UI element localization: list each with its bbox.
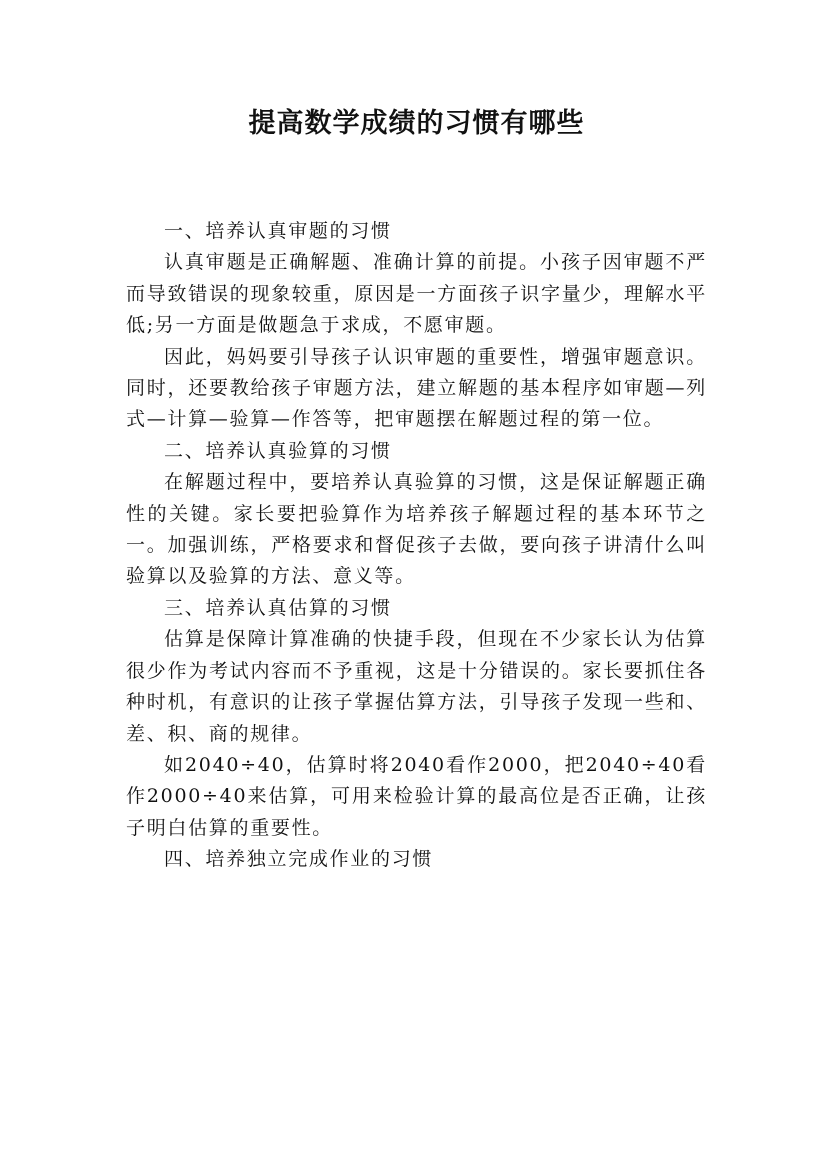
section-heading-1: 一、培养认真审题的习惯 <box>164 220 392 242</box>
section-heading-4: 四、培养独立完成作业的习惯 <box>164 848 434 871</box>
paragraph-5: 如2040÷40，估算时将2040看作2000，把2040÷40看作2000÷40来估算，可用来检验计算的最高位是否正确，让孩子明白估算的重要性。 <box>126 753 707 839</box>
section-heading-2: 二、培养认真验算的习惯 <box>164 439 392 462</box>
document-title: 提高数学成绩的习惯有哪些 <box>248 108 585 139</box>
paragraph-2: 因此，妈妈要引导孩子认识审题的重要性，增强审题意识。同时，还要教给孩子审题方法，建立解题的基本程序如审题—列式—计算—验算—作答等，把审题摆在解题过程的第一位。 <box>126 345 707 431</box>
paragraph-1: 认真审题是正确解题、准确计算的前提。小孩子因审题不严而导致错误的现象较重，原因是一方面孩子识字量少，理解水平低;另一方面是做题急于求成，不愿审题。 <box>126 251 707 337</box>
paragraph-3: 在解题过程中，要培养认真验算的习惯，这是保证解题正确性的关键。家长要把验算作为培养孩子解题过程的基本环节之一。加强训练，严格要求和督促孩子去做，要向孩子讲清什么叫验算以及验算的方法、意义等。 <box>126 471 707 588</box>
section-heading-3: 三、培养认真估算的习惯 <box>164 596 392 619</box>
paragraph-4: 估算是保障计算准确的快捷手段，但现在不少家长认为估算很少作为考试内容而不予重视，这是十分错误的。家长要抓住各种时机，有意识的让孩子掌握估算方法，引导孩子发现一些和、差、积、商的规律。 <box>126 628 707 745</box>
